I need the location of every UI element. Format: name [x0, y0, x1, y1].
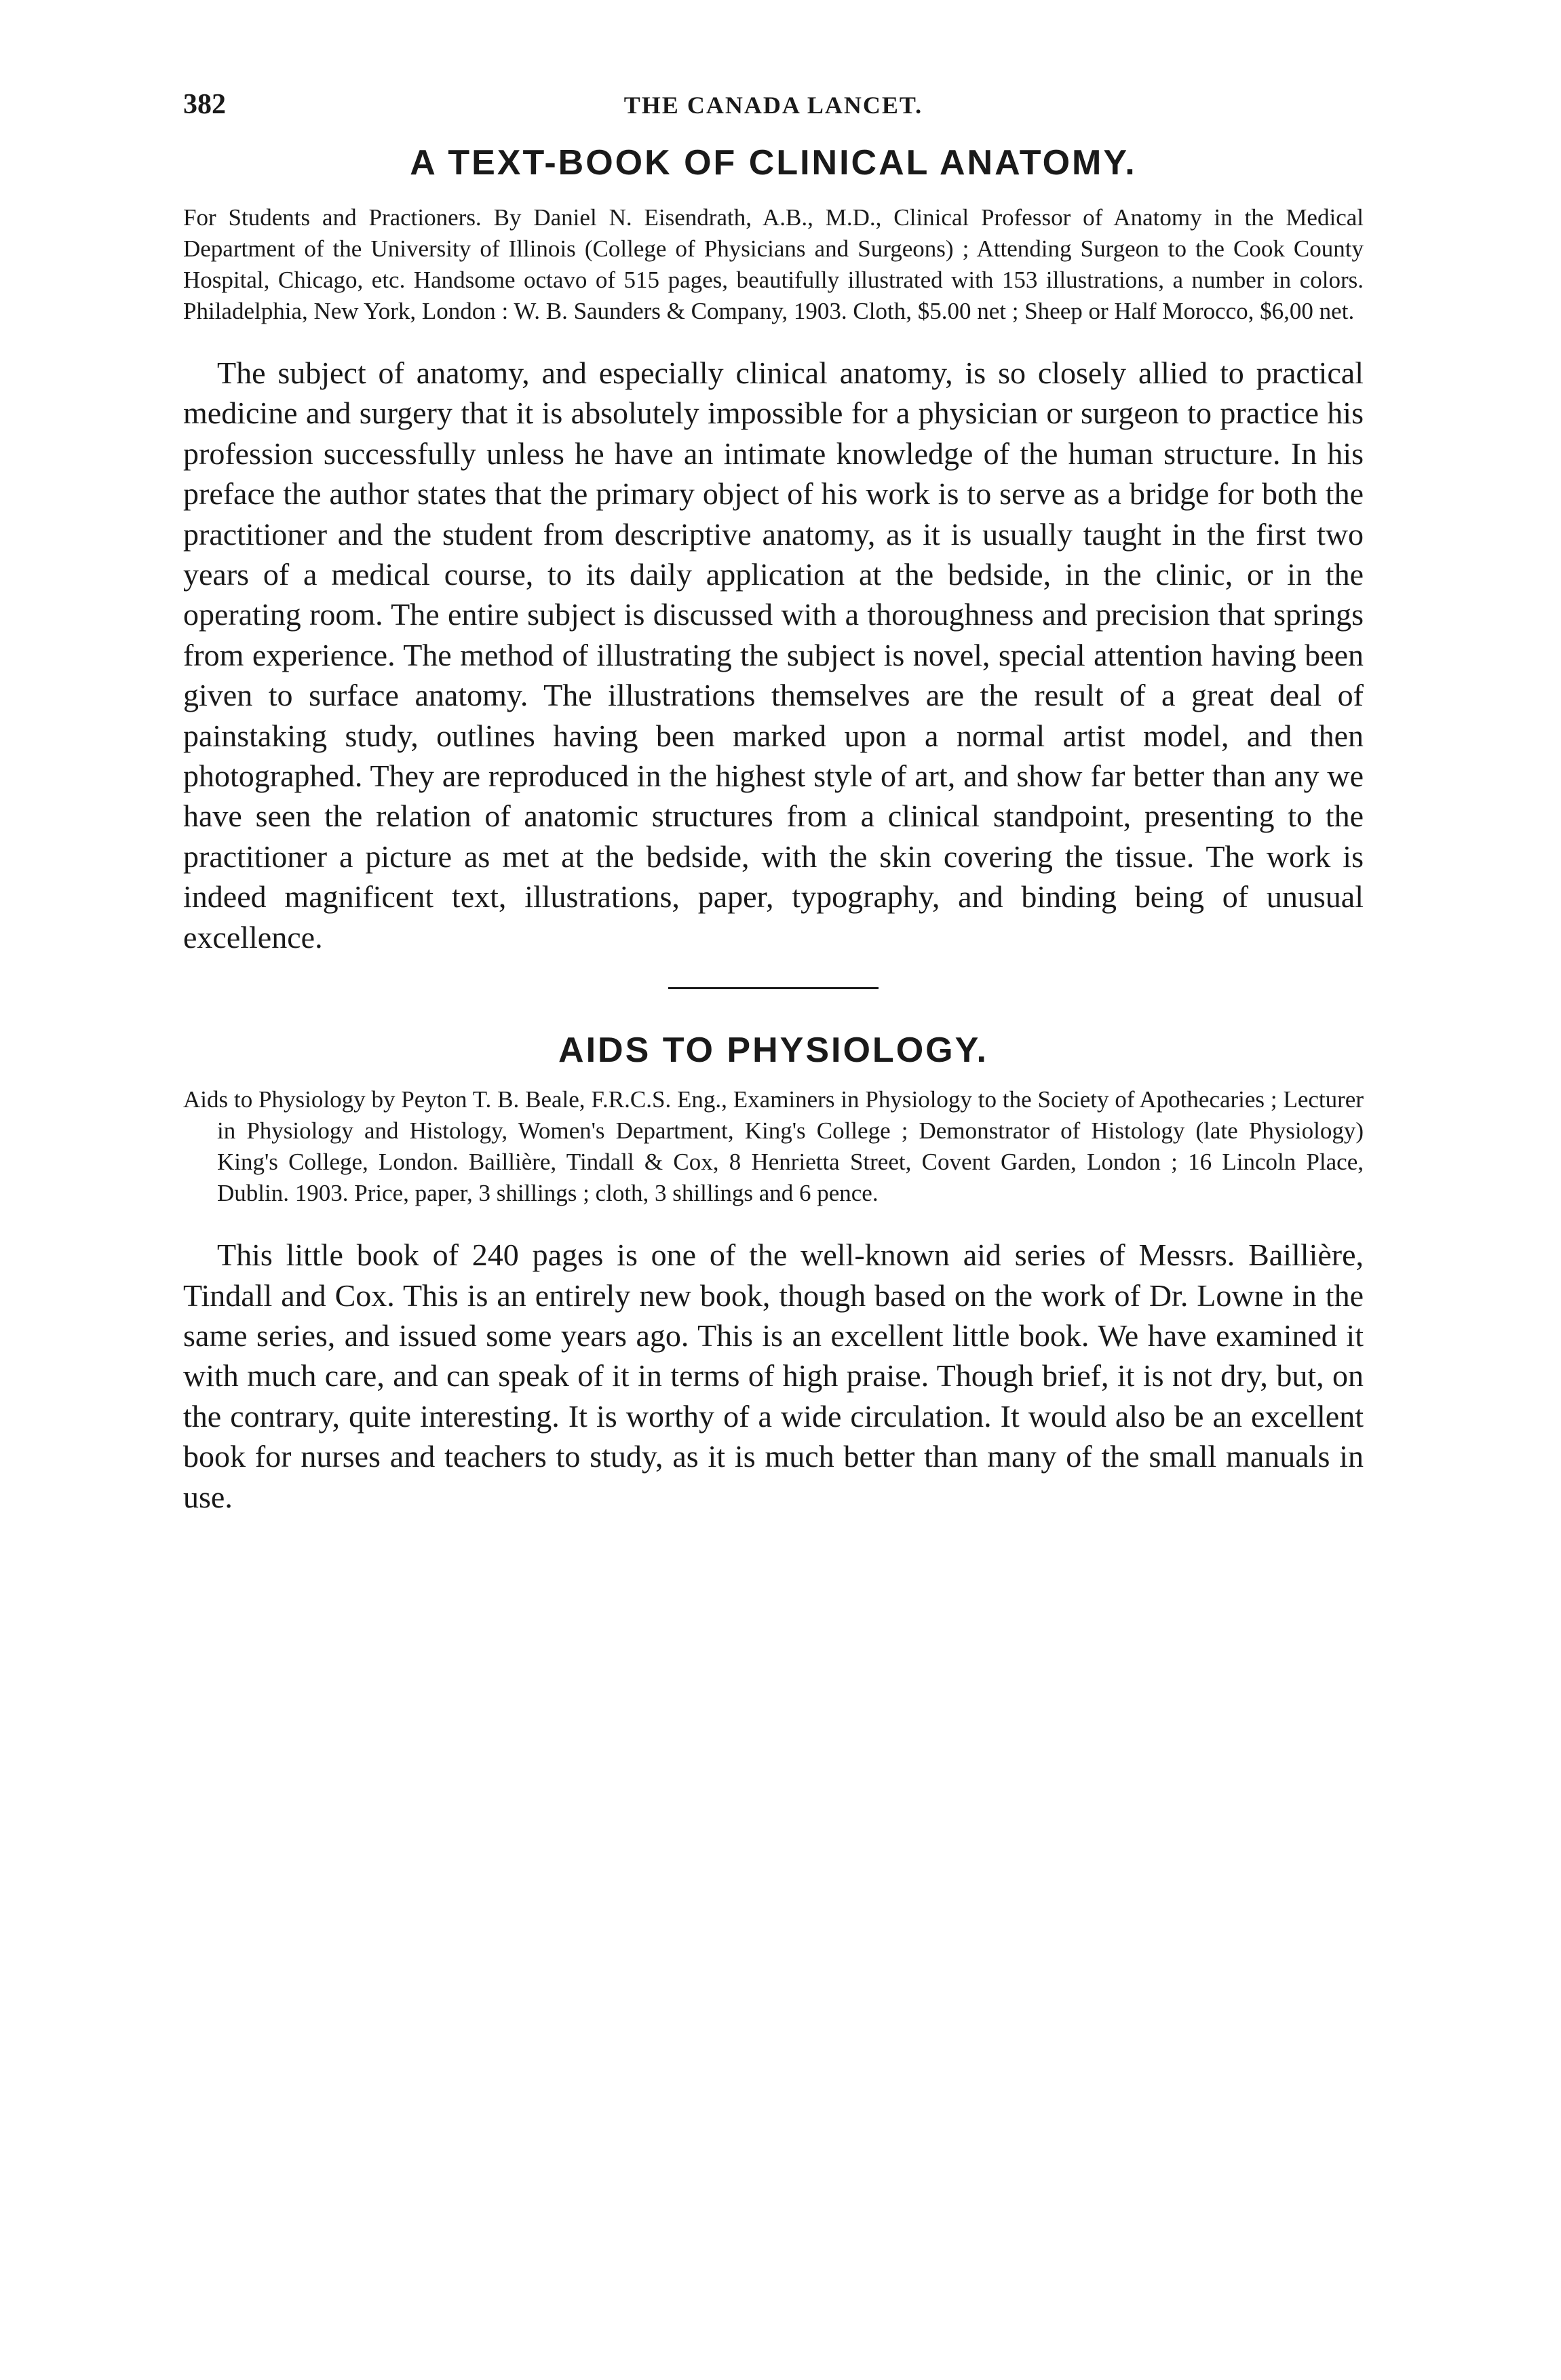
journal-title: THE CANADA LANCET.	[623, 92, 923, 119]
review-body: The subject of anatomy, and especially clinical anatomy, is so closely allied to practical medicine and surgery that it is absolutely impossible for a physician or surgeon to practice his profession successfully unless he have an intimate knowledge of the human structure. In his preface the author states that the primary object of his work is to serve as a bridge for both the practitioner and the student from descriptive anatomy, as it is usually taught in the first two years of a medical course, to its daily application at the bedside, in the clinic, or in the operating room. The entire subject is discussed with a thoroughness and precision that springs from experience. The method of illustrating the subject is novel, special attention having been given to surface anatomy. The illustrations themselves are the result of a great deal of painstaking study, outlines having been marked upon a normal artist model, and then photographed. They are reproduced in the highest style of art, and show far better than any we have seen the relation of anatomic structures from a clinical standpoint, presenting to the practitioner a picture as met at the bedside, with the skin covering the tissue. The work is indeed magnificent text, illustrations, paper, typography, and binding being of unusual excellence.	[183, 356, 1364, 955]
review-body: This little book of 240 pages is one of the well-known aid series of Messrs. Baillière, Tindall and Cox. This is an entirely new book, though based on the work of Dr. Lowne in the same series, and issued some years ago. This is an excellent little book. We have examined it with much care, and can speak of it in terms of high praise. Though brief, it is not dry, but, on the contrary, quite interesting. It is worthy of a wide circulation. It would also be an excellent book for nurses and teachers to study, as it is much better than many of the small manuals in use.	[183, 1237, 1364, 1514]
review-clinical-anatomy	[183, 142, 1364, 957]
running-head	[183, 88, 1364, 142]
book-citation: For Students and Practioners. By Daniel N. Eisendrath, A.B., M.D., Clinical Professor of Anatomy in the Medical Department of the University of Illinois (College of Physicians and Surgeons) ; Attending Surgeon to the Cook County Hospital, Chicago, etc. Handsome octavo of 515 pages, beautifully illustrated with 153 illustrations, a number in colors. Philadelphia, New York, London : W. B. Saunders & Company, 1903. Cloth, $5.00 net ; Sheep or Half Morocco, $6,00 net.	[183, 204, 1364, 324]
section-heading: AIDS TO PHYSIOLOGY.	[558, 1031, 988, 1071]
book-citation: Aids to Physiology by Peyton T. B. Beale, F.R.C.S. Eng., Examiners in Physiology to the Society of Apothecaries ; Lecturer in Physiology and Histology, Women's Department, King's College ; Demonstrator of Histology (late Physiology) King's College, London. Baillière, Tindall & Cox, 8 Henrietta Street, Covent Garden, London ; 16 Lincoln Place, Dublin. 1903. Price, paper, 3 shillings ; cloth, 3 shillings and 6 pence.	[183, 1086, 1364, 1207]
section-divider	[668, 987, 879, 989]
page	[183, 88, 1364, 1517]
review-aids-to-physiology	[183, 1030, 1364, 1517]
page-number: 382	[183, 89, 226, 120]
section-heading: A TEXT-BOOK OF CLINICAL ANATOMY.	[410, 143, 1137, 183]
